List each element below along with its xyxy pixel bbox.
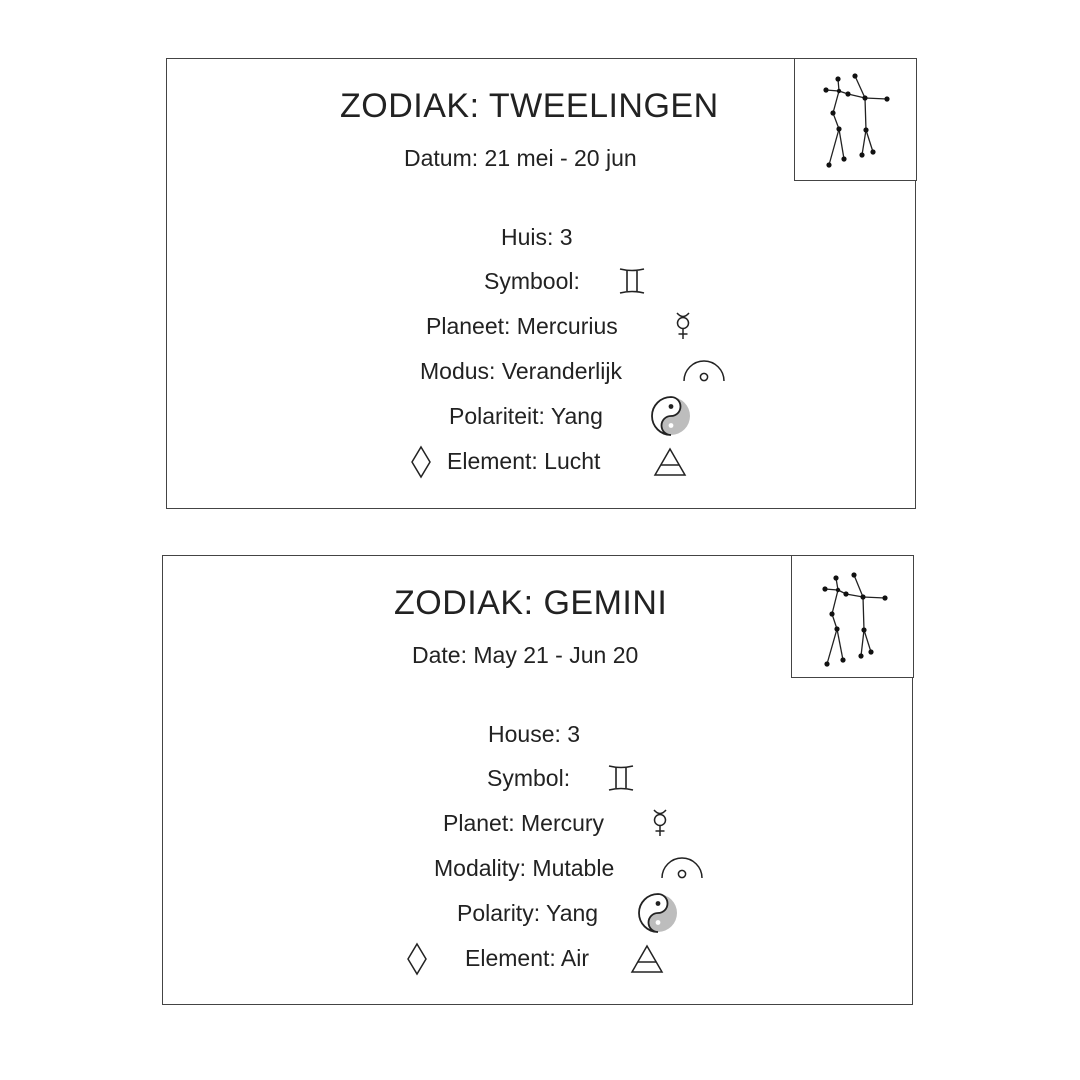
gemini-glyph-icon	[617, 266, 647, 296]
zodiac-card-english	[162, 555, 913, 1005]
zodiac-card-dutch	[166, 58, 916, 509]
diamond-icon	[406, 942, 428, 976]
card-title: ZODIAK: TWEELINGEN	[340, 87, 719, 125]
symbol-row: Symbool:	[484, 268, 580, 294]
polarity-row: Polariteit: Yang	[449, 403, 603, 429]
symbol-row: Symbol:	[487, 765, 571, 791]
mercury-glyph-icon	[648, 808, 672, 838]
house-row: Huis: 3	[501, 224, 573, 250]
air-triangle-icon	[653, 447, 687, 477]
modality-row: Modality: Mutable	[434, 855, 615, 881]
planet-row: Planet: Mercury	[443, 810, 605, 836]
planet-row: Planeet: Mercurius	[426, 313, 618, 339]
air-triangle-icon	[630, 944, 664, 974]
date-range: Datum: 21 mei - 20 jun	[404, 145, 637, 171]
element-row: Element: Lucht	[447, 448, 601, 474]
date-range: Date: May 21 - Jun 20	[412, 642, 639, 668]
mercury-glyph-icon	[671, 311, 695, 341]
gemini-constellation-icon	[795, 59, 917, 181]
yin-yang-icon	[650, 395, 692, 437]
gemini-constellation-icon	[792, 556, 914, 678]
yin-yang-icon	[637, 892, 679, 934]
constellation-box	[794, 58, 917, 181]
polarity-row: Polarity: Yang	[457, 900, 599, 926]
card-title: ZODIAK: GEMINI	[394, 584, 668, 622]
mutable-arc-icon	[659, 852, 705, 882]
diamond-icon	[410, 445, 432, 479]
mutable-arc-icon	[681, 355, 727, 385]
house-row: House: 3	[488, 721, 581, 747]
modality-row: Modus: Veranderlijk	[420, 358, 622, 384]
gemini-glyph-icon	[606, 763, 636, 793]
constellation-box	[791, 555, 914, 678]
element-row: Element: Air	[465, 945, 589, 971]
